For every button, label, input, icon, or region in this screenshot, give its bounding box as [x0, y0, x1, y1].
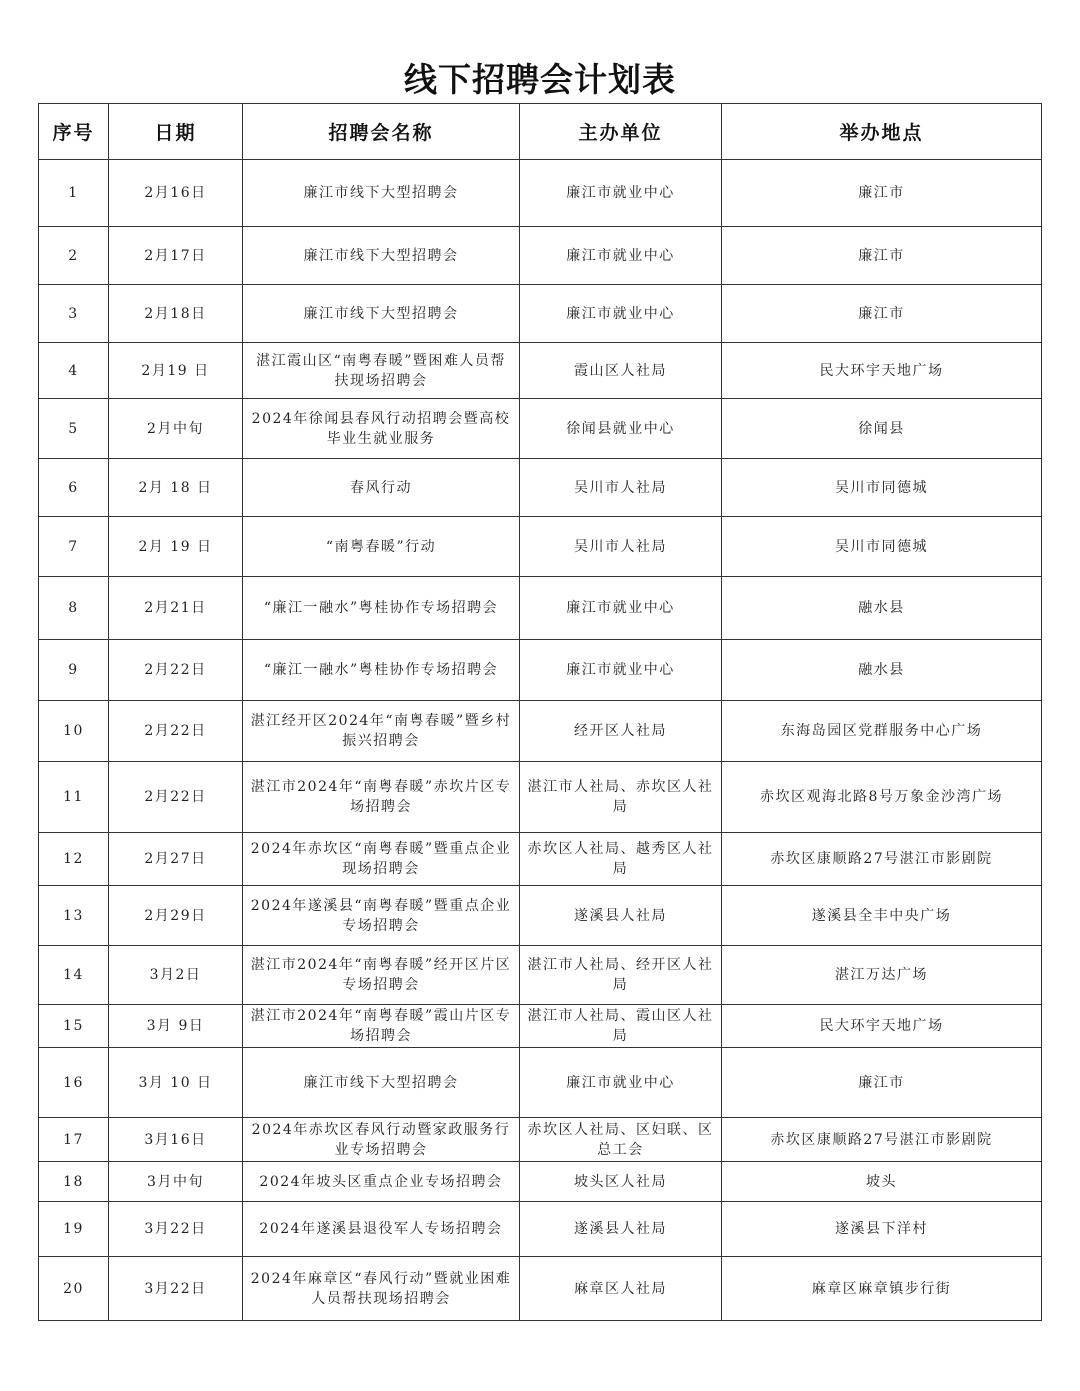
table-header-row: [39, 104, 1042, 160]
cell-name: “廉江一融水”粤桂协作专场招聘会: [243, 640, 520, 701]
cell-date: 2月 19 日: [109, 517, 243, 577]
cell-name: 廉江市线下大型招聘会: [243, 1048, 520, 1118]
cell-organizer: 廉江市就业中心: [520, 227, 722, 285]
page-title: 线下招聘会计划表: [404, 60, 676, 99]
cell-venue: 廉江市: [722, 1048, 1042, 1118]
cell-venue: 廉江市: [722, 227, 1042, 285]
cell-date: 2月22日: [109, 762, 243, 833]
table-row: [39, 1005, 1042, 1048]
table-row: [39, 577, 1042, 640]
cell-organizer: 湛江市人社局、赤坎区人社局: [520, 762, 722, 833]
cell-seq: 9: [39, 640, 109, 701]
table-row: [39, 886, 1042, 946]
cell-organizer: 廉江市就业中心: [520, 160, 722, 227]
table-row: [39, 517, 1042, 577]
table-row: [39, 640, 1042, 701]
cell-date: 2月16日: [109, 160, 243, 227]
cell-organizer: 麻章区人社局: [520, 1257, 722, 1321]
cell-organizer: 赤坎区人社局、越秀区人社局: [520, 833, 722, 886]
cell-name: “廉江一融水”粤桂协作专场招聘会: [243, 577, 520, 640]
cell-seq: 2: [39, 227, 109, 285]
cell-date: 2月21日: [109, 577, 243, 640]
cell-date: 3月 9日: [109, 1005, 243, 1048]
table-row: [39, 1162, 1042, 1202]
table-row: [39, 762, 1042, 833]
table-row: [39, 343, 1042, 399]
cell-date: 3月中旬: [109, 1162, 243, 1202]
cell-date: 2月19 日: [109, 343, 243, 399]
table-row: [39, 227, 1042, 285]
header-date: 日期: [109, 104, 243, 160]
cell-organizer: 廉江市就业中心: [520, 1048, 722, 1118]
cell-name: 2024年坡头区重点企业专场招聘会: [243, 1162, 520, 1202]
table-row: [39, 701, 1042, 762]
table-row: [39, 1257, 1042, 1321]
cell-organizer: 吴川市人社局: [520, 459, 722, 517]
cell-seq: 14: [39, 946, 109, 1005]
cell-organizer: 遂溪县人社局: [520, 886, 722, 946]
cell-date: 2月22日: [109, 701, 243, 762]
cell-name: 廉江市线下大型招聘会: [243, 160, 520, 227]
cell-venue: 融水县: [722, 577, 1042, 640]
cell-name: 廉江市线下大型招聘会: [243, 227, 520, 285]
cell-seq: 15: [39, 1005, 109, 1048]
cell-seq: 5: [39, 399, 109, 459]
cell-seq: 6: [39, 459, 109, 517]
cell-venue: 赤坎区康顺路27号湛江市影剧院: [722, 833, 1042, 886]
cell-date: 3月 10 日: [109, 1048, 243, 1118]
cell-organizer: 吴川市人社局: [520, 517, 722, 577]
cell-name: 2024年赤坎区春风行动暨家政服务行业专场招聘会: [243, 1118, 520, 1162]
cell-venue: 民大环宇天地广场: [722, 343, 1042, 399]
cell-organizer: 霞山区人社局: [520, 343, 722, 399]
cell-organizer: 经开区人社局: [520, 701, 722, 762]
cell-venue: 遂溪县全丰中央广场: [722, 886, 1042, 946]
cell-name: 2024年遂溪县退役军人专场招聘会: [243, 1202, 520, 1257]
cell-seq: 10: [39, 701, 109, 762]
cell-seq: 4: [39, 343, 109, 399]
cell-seq: 8: [39, 577, 109, 640]
cell-date: 2月17日: [109, 227, 243, 285]
cell-name: “南粤春暖”行动: [243, 517, 520, 577]
cell-date: 3月22日: [109, 1202, 243, 1257]
table-row: [39, 459, 1042, 517]
cell-organizer: 遂溪县人社局: [520, 1202, 722, 1257]
cell-venue: 廉江市: [722, 285, 1042, 343]
cell-venue: 麻章区麻章镇步行街: [722, 1257, 1042, 1321]
cell-venue: 廉江市: [722, 160, 1042, 227]
cell-venue: 吴川市同德城: [722, 517, 1042, 577]
table-row: [39, 1048, 1042, 1118]
cell-organizer: 坡头区人社局: [520, 1162, 722, 1202]
cell-seq: 19: [39, 1202, 109, 1257]
cell-seq: 7: [39, 517, 109, 577]
cell-organizer: 湛江市人社局、霞山区人社局: [520, 1005, 722, 1048]
cell-date: 2月中旬: [109, 399, 243, 459]
cell-organizer: 廉江市就业中心: [520, 285, 722, 343]
cell-seq: 17: [39, 1118, 109, 1162]
cell-seq: 12: [39, 833, 109, 886]
cell-organizer: 廉江市就业中心: [520, 577, 722, 640]
cell-seq: 11: [39, 762, 109, 833]
cell-seq: 13: [39, 886, 109, 946]
cell-date: 2月22日: [109, 640, 243, 701]
header-name: 招聘会名称: [243, 104, 520, 160]
table-row: [39, 399, 1042, 459]
cell-venue: 吴川市同德城: [722, 459, 1042, 517]
cell-venue: 湛江万达广场: [722, 946, 1042, 1005]
cell-name: 2024年遂溪县“南粤春暖”暨重点企业专场招聘会: [243, 886, 520, 946]
cell-seq: 3: [39, 285, 109, 343]
cell-date: 2月18日: [109, 285, 243, 343]
cell-date: 2月29日: [109, 886, 243, 946]
cell-date: 2月 18 日: [109, 459, 243, 517]
header-seq: 序号: [39, 104, 109, 160]
cell-venue: 遂溪县下洋村: [722, 1202, 1042, 1257]
recruitment-plan-table: [38, 103, 1042, 1321]
cell-venue: 民大环宇天地广场: [722, 1005, 1042, 1048]
cell-venue: 坡头: [722, 1162, 1042, 1202]
cell-name: 湛江霞山区“南粤春暖”暨困难人员帮扶现场招聘会: [243, 343, 520, 399]
table-row: [39, 285, 1042, 343]
table-row: [39, 160, 1042, 227]
cell-name: 湛江市2024年“南粤春暖”霞山片区专场招聘会: [243, 1005, 520, 1048]
cell-name: 2024年赤坎区“南粤春暖”暨重点企业现场招聘会: [243, 833, 520, 886]
cell-organizer: 廉江市就业中心: [520, 640, 722, 701]
cell-venue: 徐闻县: [722, 399, 1042, 459]
table-row: [39, 1202, 1042, 1257]
cell-name: 春风行动: [243, 459, 520, 517]
cell-date: 3月22日: [109, 1257, 243, 1321]
cell-name: 湛江经开区2024年“南粤春暖”暨乡村振兴招聘会: [243, 701, 520, 762]
cell-seq: 16: [39, 1048, 109, 1118]
cell-name: 2024年徐闻县春风行动招聘会暨高校毕业生就业服务: [243, 399, 520, 459]
cell-date: 2月27日: [109, 833, 243, 886]
cell-seq: 20: [39, 1257, 109, 1321]
table-row: [39, 1118, 1042, 1162]
header-venue: 举办地点: [722, 104, 1042, 160]
cell-venue: 赤坎区观海北路8号万象金沙湾广场: [722, 762, 1042, 833]
cell-venue: 融水县: [722, 640, 1042, 701]
cell-date: 3月2日: [109, 946, 243, 1005]
header-organizer: 主办单位: [520, 104, 722, 160]
cell-venue: 东海岛园区党群服务中心广场: [722, 701, 1042, 762]
cell-organizer: 赤坎区人社局、区妇联、区总工会: [520, 1118, 722, 1162]
cell-seq: 18: [39, 1162, 109, 1202]
cell-organizer: 徐闻县就业中心: [520, 399, 722, 459]
cell-seq: 1: [39, 160, 109, 227]
cell-name: 2024年麻章区“春风行动”暨就业困难人员帮扶现场招聘会: [243, 1257, 520, 1321]
cell-name: 廉江市线下大型招聘会: [243, 285, 520, 343]
table-row: [39, 946, 1042, 1005]
cell-venue: 赤坎区康顺路27号湛江市影剧院: [722, 1118, 1042, 1162]
cell-name: 湛江市2024年“南粤春暖”经开区片区专场招聘会: [243, 946, 520, 1005]
cell-date: 3月16日: [109, 1118, 243, 1162]
table-row: [39, 833, 1042, 886]
cell-organizer: 湛江市人社局、经开区人社局: [520, 946, 722, 1005]
cell-name: 湛江市2024年“南粤春暖”赤坎片区专场招聘会: [243, 762, 520, 833]
